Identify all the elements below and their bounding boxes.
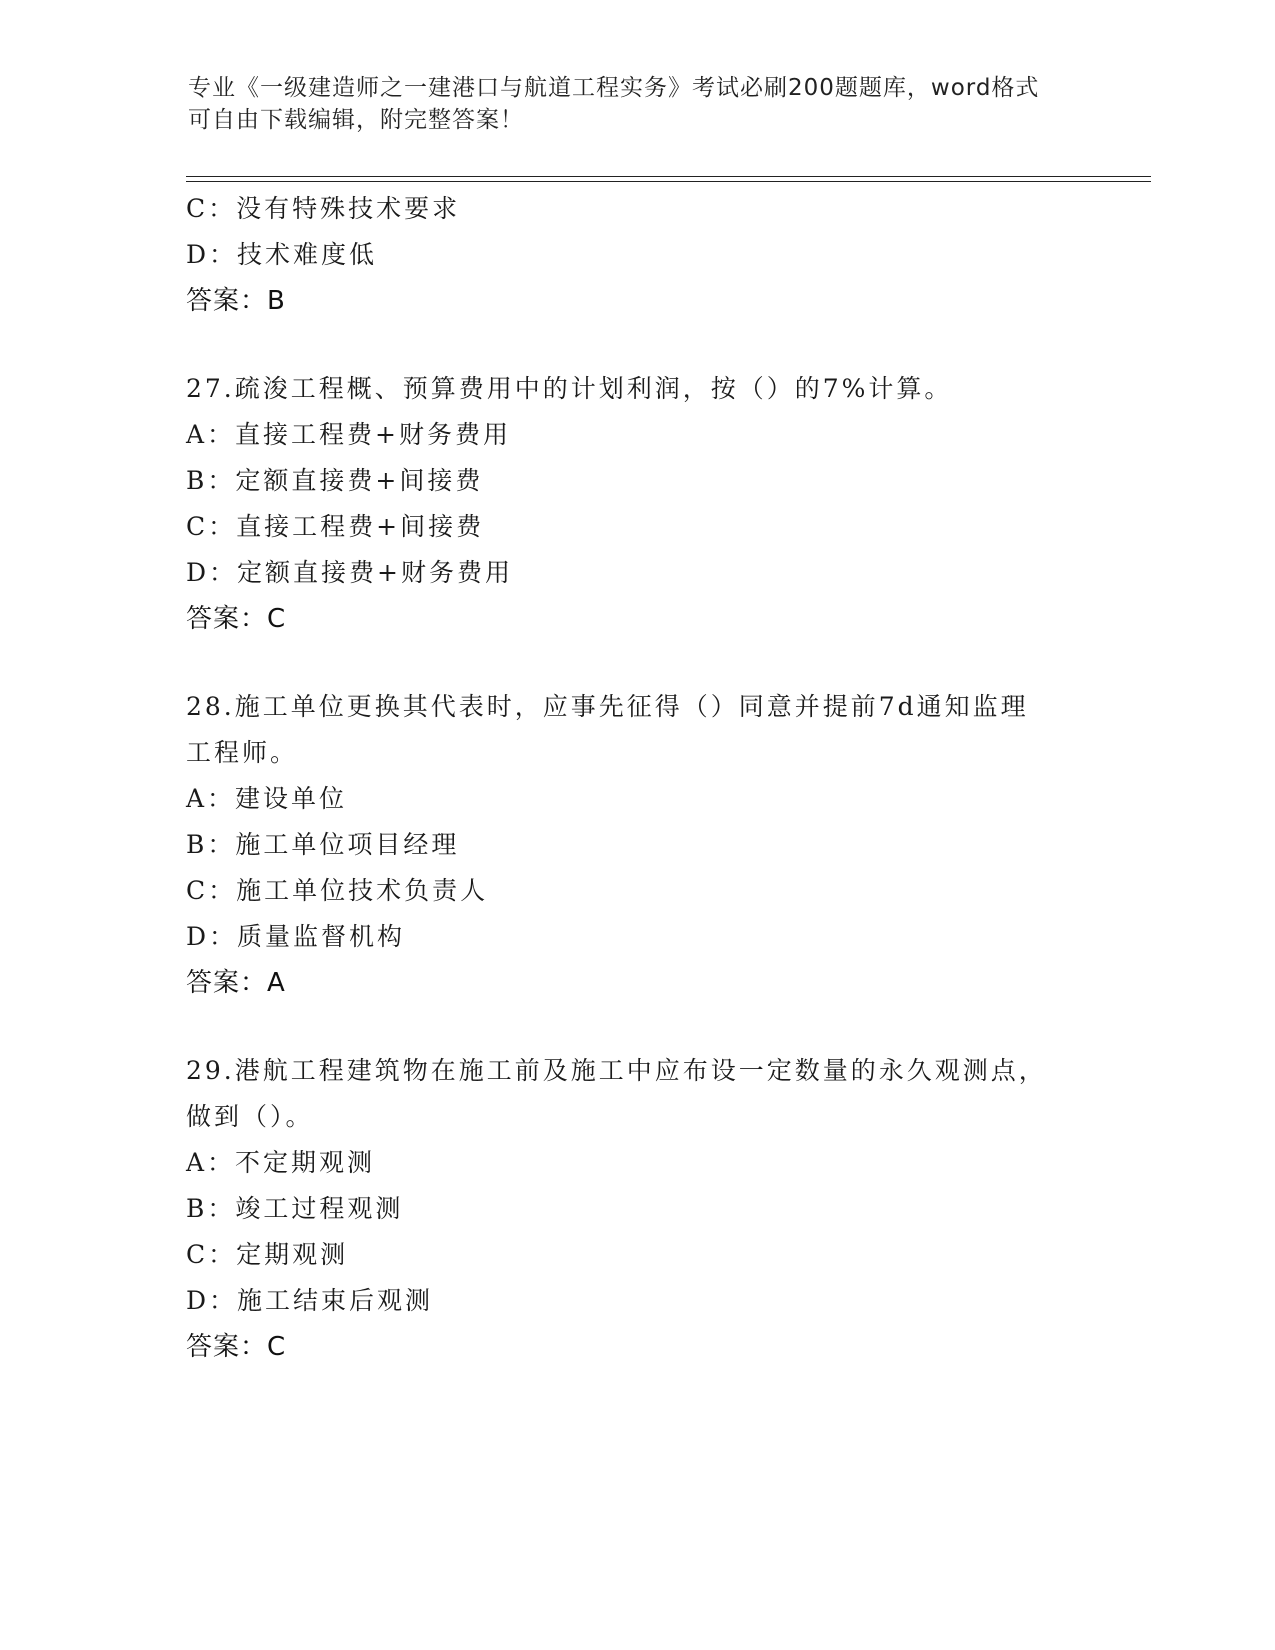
answer: 答案：C (186, 1332, 287, 1362)
option-a: A：建设单位 (186, 784, 348, 813)
header-line-2: 可自由下载编辑，附完整答案！ (188, 107, 524, 133)
header-rule-bottom (186, 181, 1151, 182)
answer: 答案：A (186, 968, 286, 998)
question-text-line-2: 做到（）。 (186, 1102, 314, 1131)
option-a: A：直接工程费+财务费用 (186, 420, 512, 449)
document-header (188, 72, 1088, 136)
option-b: B：定额直接费+间接费 (186, 466, 484, 495)
question-text: 27.疏浚工程概、预算费用中的计划利润，按（）的7%计算。 (186, 374, 953, 403)
question-29 (186, 1048, 1086, 1370)
header-line-1: 专业《一级建造师之一建港口与航道工程实务》考试必刷200题题库，word格式 (188, 75, 1040, 101)
option-d: D：施工结束后观测 (186, 1286, 434, 1315)
spacer (186, 324, 1086, 366)
question-26-tail (186, 186, 1086, 324)
spacer (186, 642, 1086, 684)
header-rule-top (186, 176, 1151, 177)
option-d: D：技术难度低 (186, 240, 378, 269)
option-d: D：定额直接费+财务费用 (186, 558, 513, 587)
question-content (186, 186, 1086, 1370)
question-text-line-1: 28.施工单位更换其代表时，应事先征得（）同意并提前7d通知监理 (186, 692, 1029, 721)
answer: 答案：B (186, 286, 286, 316)
option-d: D：质量监督机构 (186, 922, 406, 951)
spacer (186, 1006, 1086, 1048)
option-c: C：施工单位技术负责人 (186, 876, 489, 905)
option-c: C：没有特殊技术要求 (186, 194, 461, 223)
question-28 (186, 684, 1086, 1006)
option-c: C：定期观测 (186, 1240, 349, 1269)
question-27 (186, 366, 1086, 642)
question-text-line-2: 工程师。 (186, 738, 299, 767)
option-b: B：施工单位项目经理 (186, 830, 460, 859)
option-a: A：不定期观测 (186, 1148, 376, 1177)
question-text-line-1: 29.港航工程建筑物在施工前及施工中应布设一定数量的永久观测点， (186, 1056, 1047, 1085)
answer: 答案：C (186, 604, 287, 634)
option-c: C：直接工程费+间接费 (186, 512, 485, 541)
option-b: B：竣工过程观测 (186, 1194, 404, 1223)
